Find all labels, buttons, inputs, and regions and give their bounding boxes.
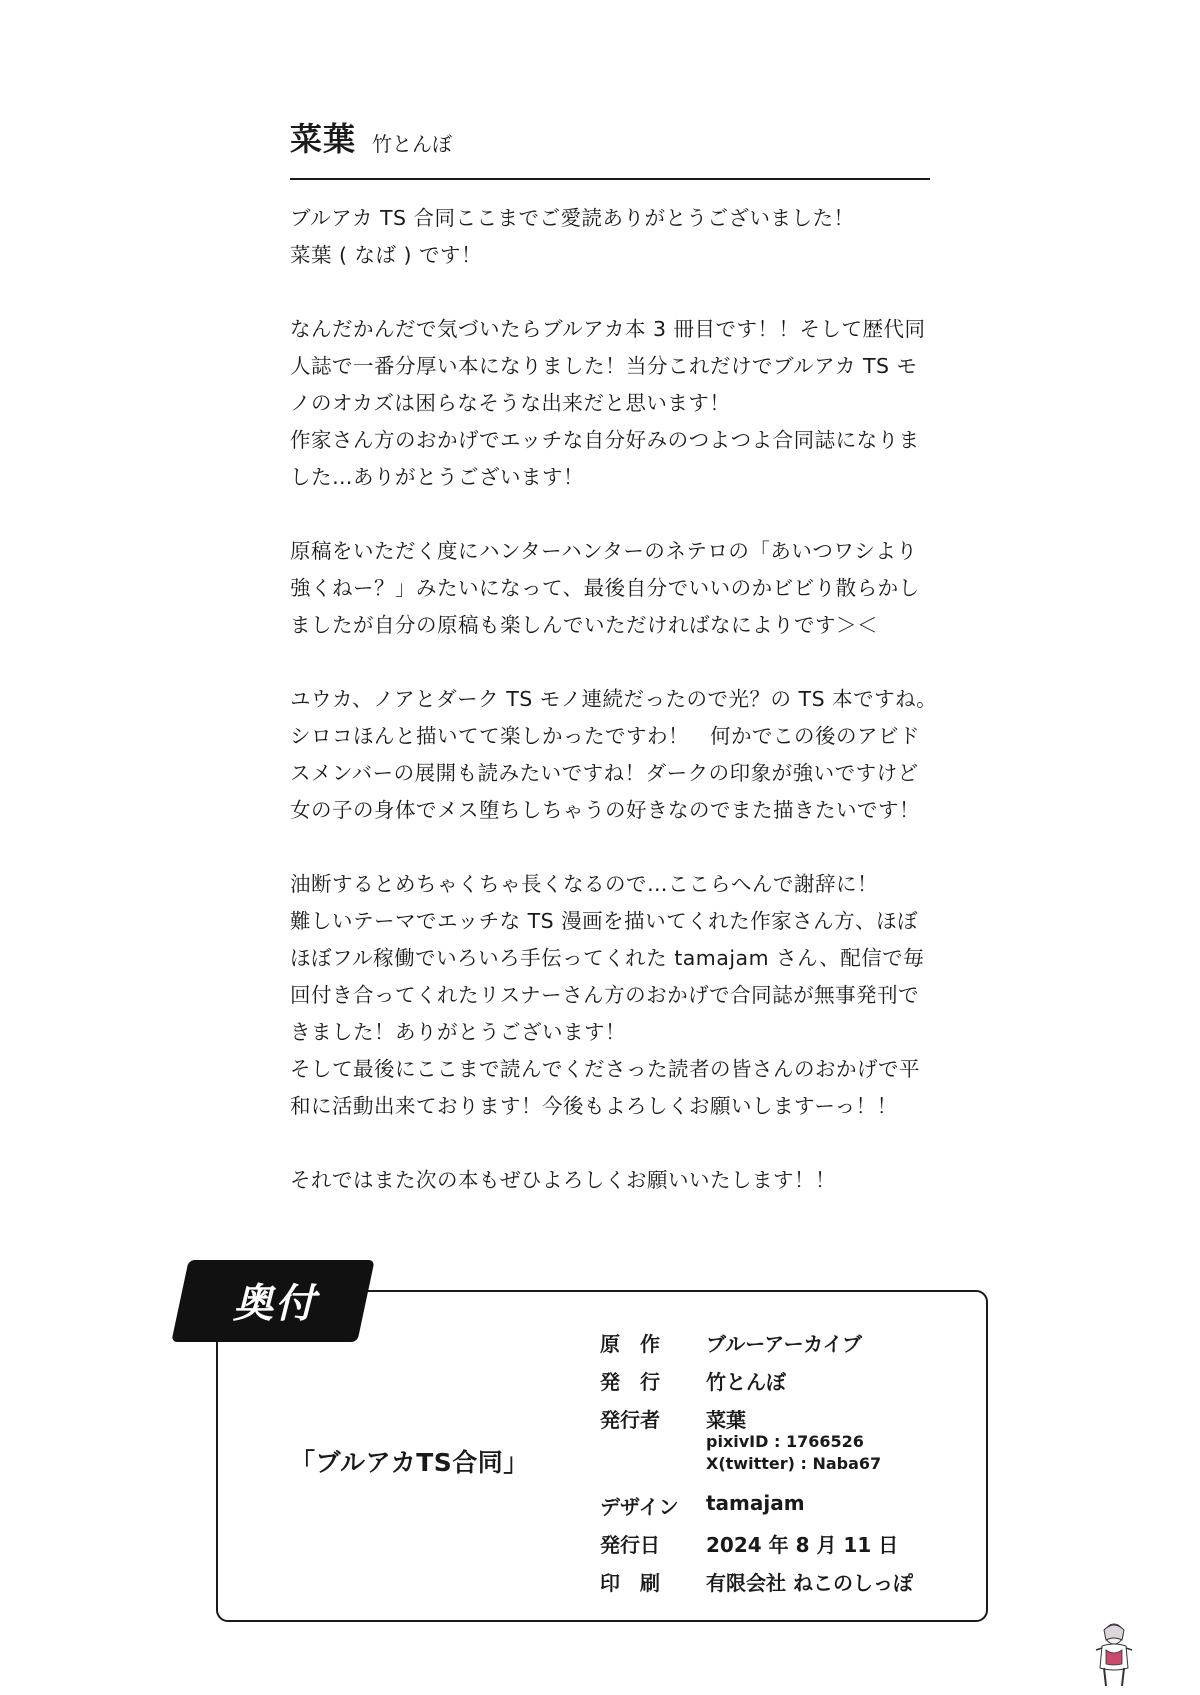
colophon-value: ブルーアーカイブ — [706, 1332, 862, 1356]
colophon-value: 有限会社 ねこのしっぽ — [706, 1571, 913, 1595]
colophon-value: tamajam — [706, 1491, 805, 1515]
body-line: きました！ありがとうございます！ — [290, 1020, 626, 1044]
body-line: 女の子の身体でメス堕ちしちゃうの好きなのでまた描きたいです！ — [290, 798, 920, 822]
afterword-header — [290, 108, 930, 180]
body-line: それではまた次の本もぜひよろしくお願いいたします！！ — [290, 1168, 836, 1192]
paragraph-gap — [290, 644, 940, 681]
body-line: 原稿をいただく度にハンターハンターのネテロの「あいつワシより — [290, 539, 918, 563]
colophon-value: 竹とんぼ — [706, 1370, 786, 1394]
body-line: シロコほんと描いてて楽しかったですわ！ 何かでこの後のアビド — [290, 724, 920, 748]
colophon-label: デザイン — [600, 1495, 679, 1519]
paragraph-gap — [290, 1125, 940, 1162]
body-line: 人誌で一番分厚い本になりました！当分これだけでブルアカ TS モ — [290, 354, 918, 378]
body-line: 難しいテーマでエッチな TS 漫画を描いてくれた作家さん方、ほぼ — [290, 909, 919, 933]
colophon-tab-label: 奥付 — [233, 1281, 317, 1327]
body-line: 作家さん方のおかげでエッチな自分好みのつよつよ合同誌になりま — [290, 428, 920, 452]
body-line: なんだかんだで気づいたらブルアカ本 3 冊目です！！そして歴代同 — [290, 317, 926, 341]
body-line: スメンバーの展開も読みたいですね！ダークの印象が強いですけど — [290, 761, 919, 785]
body-line: 油断するとめちゃくちゃ長くなるので…ここらへんで謝辞に！ — [290, 872, 878, 896]
body-line: 菜葉 ( なば ) です！ — [290, 243, 483, 267]
body-line: ブルアカ TS 合同ここまでご愛読ありがとうございました！ — [290, 206, 855, 230]
body-line: そして最後にここまで読んでくださった読者の皆さんのおかげで平 — [290, 1057, 920, 1081]
circle-name: 竹とんぼ — [372, 132, 452, 156]
colophon-value: 2024 年 8 月 11 日 — [706, 1533, 899, 1557]
publisher-pixiv-id: pixivID : 1766526 — [706, 1432, 864, 1451]
paragraph-gap — [290, 274, 940, 311]
paragraph-gap — [290, 496, 940, 533]
colophon-value: 菜葉 — [706, 1408, 746, 1432]
character-illustration — [1092, 1620, 1136, 1688]
body-line: ましたが自分の原稿も楽しんでいただければなによりです＞＜ — [290, 613, 878, 637]
body-line: ほぼフル稼働でいろいろ手伝ってくれた tamajam さん、配信で毎 — [290, 946, 925, 970]
body-line: 強くねー？」みたいになって、最後自分でいいのかビビり散らかし — [290, 576, 920, 600]
body-line: した…ありがとうございます！ — [290, 465, 584, 489]
colophon-label: 発行者 — [600, 1408, 660, 1432]
body-line: 回付き合ってくれたリスナーさん方のおかげで合同誌が無事発刊で — [290, 983, 920, 1007]
colophon-label: 発行日 — [600, 1533, 660, 1557]
publisher-twitter-id: X(twitter) : Naba67 — [706, 1454, 882, 1473]
body-line: ノのオカズは困らなそうな出来だと思います！ — [290, 391, 731, 415]
colophon-label: 印 刷 — [600, 1571, 660, 1595]
body-line: ユウカ、ノアとダーク TS モノ連続だったので光？の TS 本ですね。 — [290, 687, 938, 711]
paragraph-gap — [290, 829, 940, 866]
colophon-label: 原 作 — [600, 1332, 660, 1356]
author-name: 菜葉 — [290, 120, 357, 158]
body-line: 和に活動出来ております！今後もよろしくお願いしますーっ！！ — [290, 1094, 898, 1118]
book-title: 「ブルアカTS合同」 — [290, 1448, 529, 1477]
afterword-body — [290, 200, 940, 1199]
colophon-label: 発 行 — [600, 1370, 660, 1394]
